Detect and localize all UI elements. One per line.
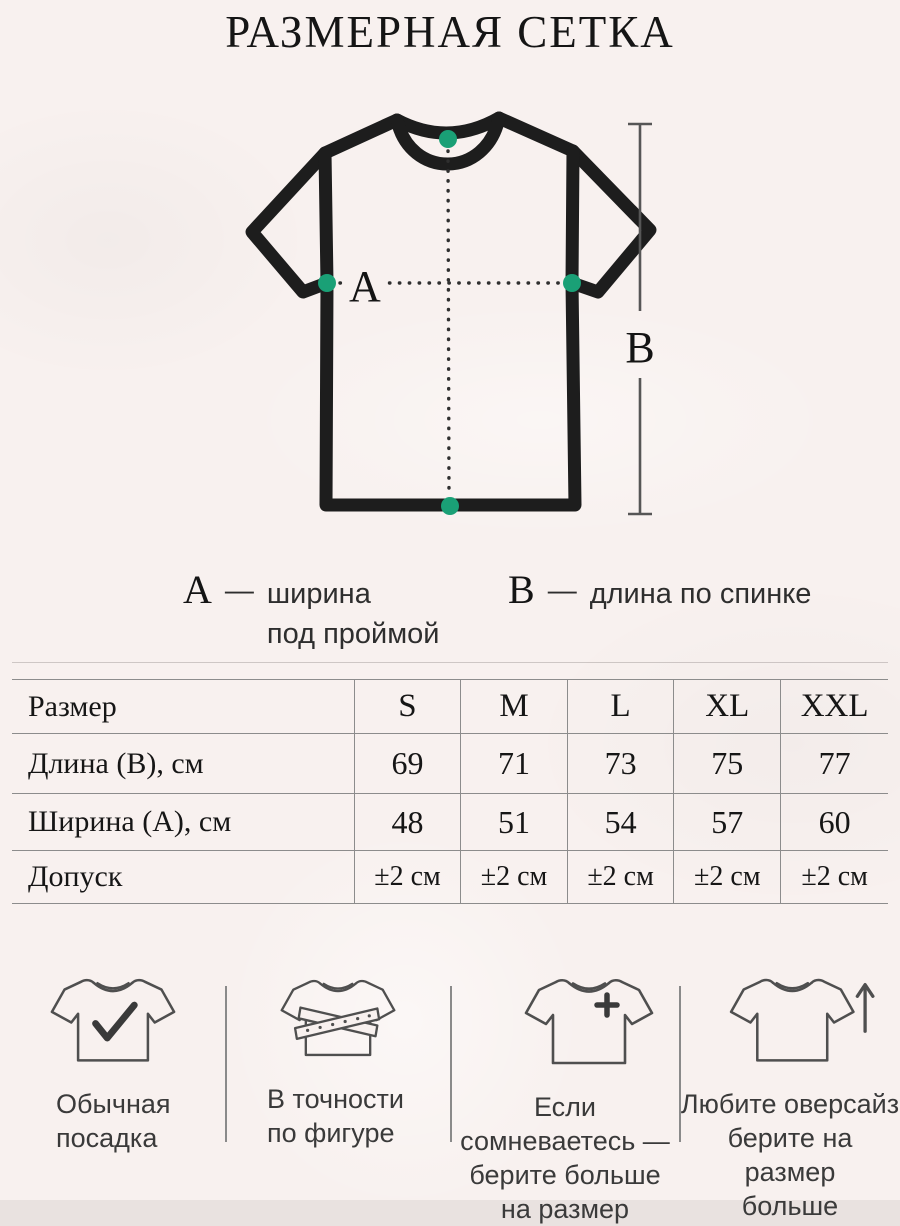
label-a: А (349, 262, 381, 311)
up-arrow (857, 985, 873, 1032)
legend-length-letter: В (508, 567, 535, 612)
tshirt-outline (252, 118, 650, 505)
tshirt-check-icon (49, 973, 177, 1074)
fit-caption-line: больше (741, 1191, 839, 1221)
cell: 60 (781, 794, 888, 851)
cell: 77 (781, 734, 888, 794)
fit-option-exact (225, 963, 450, 1226)
header-cell-l: L (567, 680, 674, 734)
vertical-length-dotted-line (448, 151, 449, 497)
fit-divider (225, 986, 227, 1142)
cell: 54 (567, 794, 674, 851)
fit-option-size-up-if-unsure (450, 963, 680, 1226)
table-top-rule (12, 662, 888, 663)
header-cell-m: M (461, 680, 568, 734)
legend-width (183, 567, 440, 654)
fit-caption-line: Если сомневаетесь — (460, 1092, 670, 1156)
fit-caption-line: берите на размер (727, 1123, 853, 1187)
cell: ±2 см (674, 851, 781, 904)
header-cell-xxl: XXL (781, 680, 888, 734)
fit-caption-line: Любите оверсайз (680, 1089, 900, 1119)
size-table (12, 679, 888, 904)
cell: ±2 см (354, 851, 461, 904)
legend-length-dash: — (547, 575, 577, 607)
cell: ±2 см (567, 851, 674, 904)
table-row-tolerance (12, 851, 888, 904)
row-label: Допуск (12, 851, 354, 904)
left-armpit-marker-dot (318, 274, 336, 292)
label-b: В (625, 323, 655, 372)
cell: 73 (567, 734, 674, 794)
collar-marker-dot (439, 130, 457, 148)
fit-option-regular (0, 963, 225, 1226)
cell: 71 (461, 734, 568, 794)
header-cell-size: Размер (12, 680, 354, 734)
cell: ±2 см (461, 851, 568, 904)
fit-caption-line: посадка (56, 1123, 158, 1153)
fit-caption-line: Обычная (56, 1089, 171, 1119)
legend-width-line1: ширина (266, 578, 371, 610)
header-cell-xl: XL (674, 680, 781, 734)
fit-caption-line: по фигуре (267, 1118, 395, 1148)
page-title: РАЗМЕРНАЯ СЕТКА (225, 7, 675, 57)
table-header-row (12, 680, 888, 734)
cell: 51 (461, 794, 568, 851)
cell: 75 (674, 734, 781, 794)
hem-marker-dot (441, 497, 459, 515)
table-row-width (12, 794, 888, 851)
right-armpit-marker-dot (563, 274, 581, 292)
fit-divider (679, 986, 681, 1142)
legend-width-dash: — (224, 575, 254, 607)
row-label: Длина (В), см (12, 734, 354, 794)
cell: ±2 см (781, 851, 888, 904)
tshirt-arrow-up-icon (728, 973, 874, 1074)
measurement-dotted-lines (340, 151, 560, 497)
row-label: Ширина (А), см (12, 794, 354, 851)
length-measure-line (628, 124, 652, 514)
tshirt-tape-icon (279, 973, 397, 1069)
fit-divider (450, 986, 452, 1142)
legend-length (508, 567, 812, 614)
table-row-length (12, 734, 888, 794)
fit-caption-line: берите больше (469, 1160, 661, 1190)
fit-option-oversize (680, 963, 900, 1226)
cell: 48 (354, 794, 461, 851)
header-cell-s: S (354, 680, 461, 734)
fit-caption-line: В точности (267, 1084, 404, 1114)
fit-caption-line: на размер (500, 1194, 630, 1224)
legend-width-line2: под проймой (266, 618, 440, 650)
cell: 57 (674, 794, 781, 851)
legend-width-letter: А (183, 567, 212, 612)
cell: 69 (354, 734, 461, 794)
legend-length-text: длина по спинке (589, 578, 812, 610)
tshirt-plus-icon (522, 973, 656, 1077)
tshirt-measurement-diagram (0, 95, 900, 540)
